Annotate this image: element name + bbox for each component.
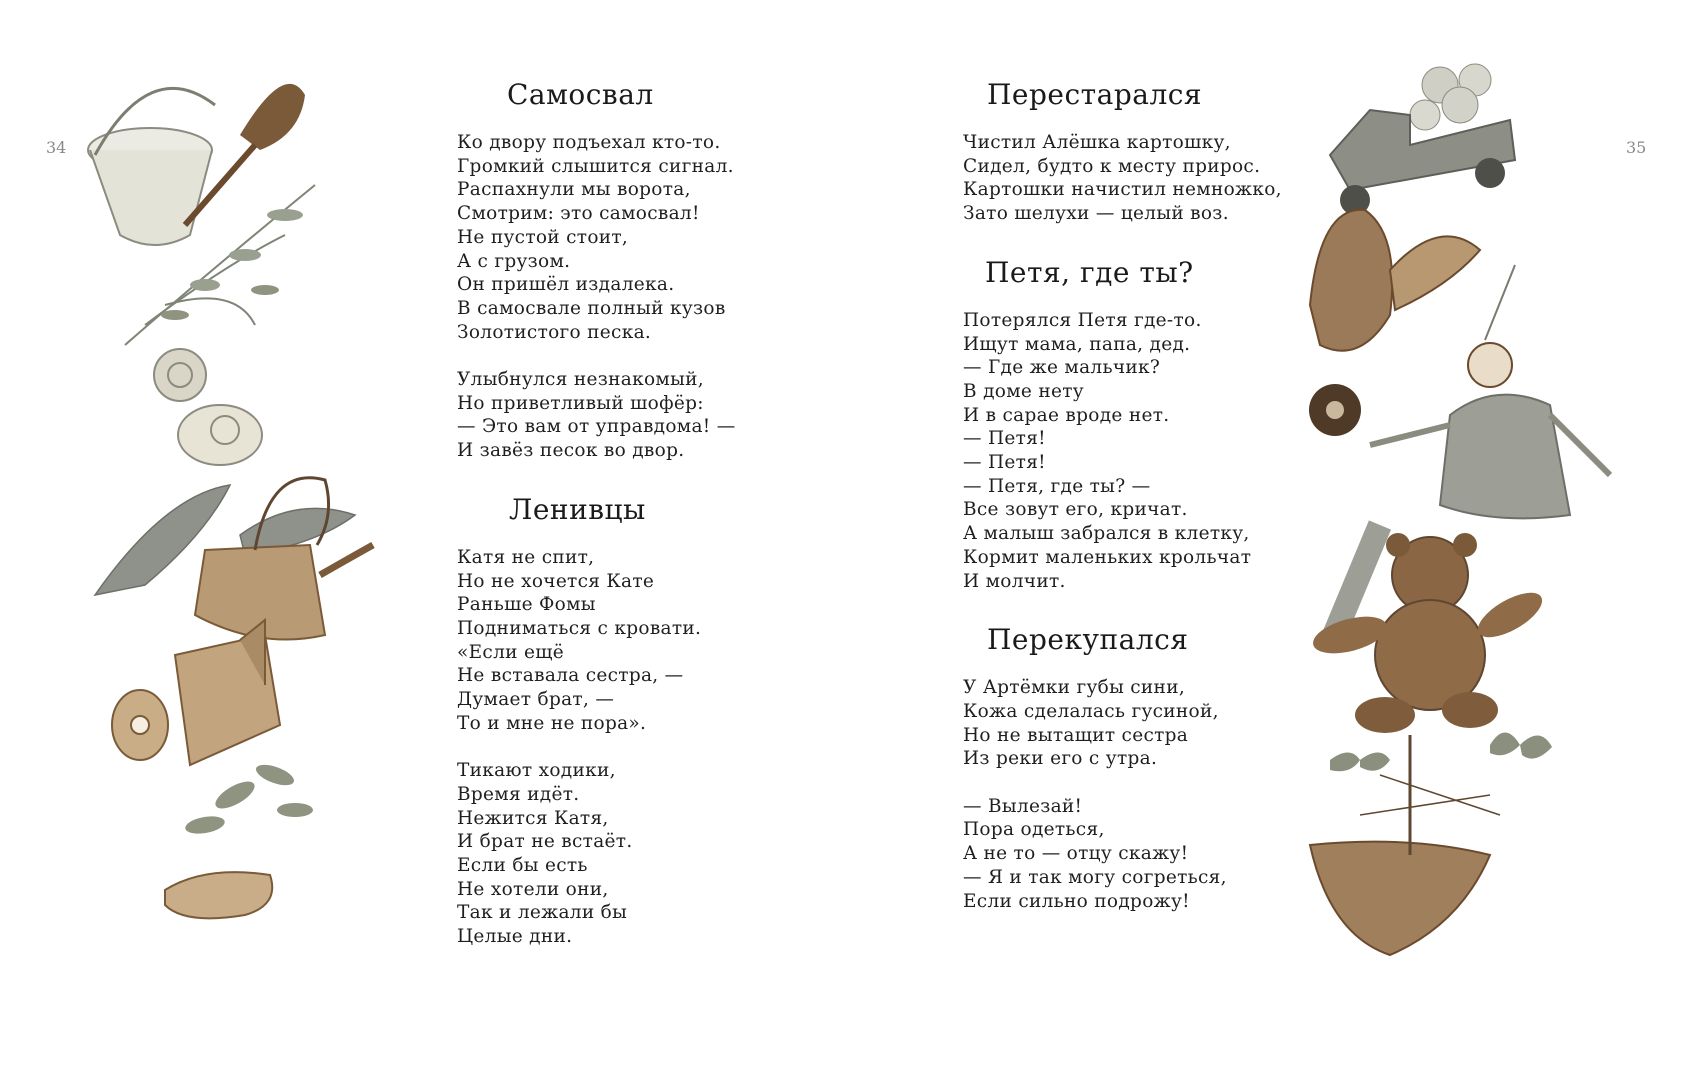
- poem-line: Картошки начистил немножко,: [963, 179, 1282, 201]
- poem-line: Золотистого песка.: [457, 321, 652, 343]
- poem-line: Громкий слышится сигнал.: [457, 155, 734, 177]
- leaves-illustration: [184, 761, 313, 837]
- poem-stanza: [963, 676, 1383, 771]
- bucket-illustration: [88, 88, 215, 245]
- poem-line: Все зовут его, кричат.: [963, 499, 1188, 521]
- poem-line: — Это вам от управдома! —: [457, 416, 736, 438]
- poem-stanza: [963, 131, 1383, 226]
- poem-line: Но приветливый шофёр:: [457, 392, 704, 414]
- poem-line: Тикают ходики,: [457, 760, 616, 782]
- poem-line: Зато шелухи — целый воз.: [963, 203, 1229, 225]
- poem-title: Петя, где ты?: [985, 255, 1194, 289]
- poem-line: — Где же мальчик?: [963, 357, 1161, 379]
- poem-line: Смотрим: это самосвал!: [457, 203, 700, 225]
- poem-line: Не пустой стоит,: [457, 226, 629, 248]
- poem-line: Не вставала сестра, —: [457, 665, 684, 687]
- poem-stanza: [457, 759, 877, 949]
- poem-samosval: [457, 78, 877, 463]
- poem-petya-gde-ty: [963, 256, 1383, 593]
- poem-line: Чистил Алёшка картошку,: [963, 132, 1231, 153]
- poem-line: Улыбнулся незнакомый,: [457, 369, 704, 391]
- poem-line: Но не хочется Кате: [457, 570, 655, 592]
- poem-line: — Я и так могу согреться,: [963, 866, 1227, 888]
- poem-line: Но не вытащит сестра: [963, 724, 1189, 746]
- poem-line: Думает брат, —: [457, 689, 615, 711]
- text-column-left: [457, 78, 877, 949]
- shell-illustration: [154, 349, 262, 465]
- poem-line: Нежится Катя,: [457, 807, 609, 829]
- poem-line: Подниматься с кровати.: [457, 617, 702, 639]
- poem-line: — Петя, где ты? —: [963, 475, 1151, 497]
- poem-line: Не хотели они,: [457, 878, 609, 900]
- poem-stanza: [457, 131, 877, 344]
- poem-line: А малыш забрался в клетку,: [963, 523, 1250, 545]
- poem-stanza: [457, 368, 877, 463]
- poem-line: В доме нету: [963, 380, 1084, 402]
- poem-line: Распахнули мы ворота,: [457, 179, 691, 201]
- poem-line: Он пришёл издалека.: [457, 274, 675, 296]
- poem-stanza: [457, 546, 877, 736]
- poem-line: И брат не встаёт.: [457, 831, 633, 853]
- poem-line: И в сарае вроде нет.: [963, 404, 1170, 426]
- poem-line: Ищут мама, папа, дед.: [963, 333, 1191, 355]
- page-number-right: 35: [1626, 138, 1647, 157]
- slipper-illustration: [165, 872, 272, 918]
- poem-line: Кормит маленьких крольчат: [963, 546, 1252, 568]
- poem-title: Перекупался: [987, 623, 1189, 657]
- text-column-right: [963, 78, 1383, 913]
- poem-line: Целые дни.: [457, 926, 573, 948]
- poem-line: Пора одеться,: [963, 819, 1105, 841]
- poem-line: — Петя!: [963, 452, 1046, 474]
- poem-line: Из реки его с утра.: [963, 748, 1158, 770]
- poem-line: — Петя!: [963, 428, 1046, 450]
- poem-line: Кожа сделалась гусиной,: [963, 700, 1219, 722]
- poem-lenivtsy: [457, 493, 877, 949]
- poem-line: В самосвале полный кузов: [457, 297, 726, 319]
- poem-line: Так и лежали бы: [457, 902, 628, 924]
- page-number-left: 34: [46, 138, 67, 157]
- poem-line: Потерялся Петя где-то.: [963, 309, 1202, 331]
- poem-perekupalsya: [963, 623, 1383, 913]
- poem-line: Время идёт.: [457, 783, 580, 805]
- poem-title: Самосвал: [507, 78, 654, 111]
- poem-line: Раньше Фомы: [457, 594, 596, 616]
- poem-line: И молчит.: [963, 570, 1066, 592]
- poem-title: Перестарался: [987, 78, 1203, 111]
- poem-line: А с грузом.: [457, 250, 571, 272]
- poem-line: — Вылезай!: [963, 795, 1083, 817]
- box-illustration: [112, 620, 280, 765]
- illustration-left-strip: [55, 75, 385, 1015]
- poem-line: Сидел, будто к месту прирос.: [963, 155, 1261, 177]
- poem-line: Если сильно подрожу!: [963, 890, 1190, 912]
- poem-line: То и мне не пора».: [457, 712, 647, 734]
- teapot-illustration: [195, 478, 373, 640]
- poem-line: Ко двору подъехал кто-то.: [457, 132, 721, 153]
- poem-perestaralsya: [963, 78, 1383, 226]
- poem-stanza: [963, 795, 1383, 914]
- poem-line: А не то — отцу скажу!: [963, 843, 1189, 865]
- poem-line: «Если ещё: [457, 641, 564, 663]
- poem-line: Катя не спит,: [457, 546, 595, 568]
- poem-line: И завёз песок во двор.: [457, 440, 685, 462]
- poem-stanza: [963, 309, 1383, 593]
- poem-title: Ленивцы: [509, 492, 646, 526]
- poem-line: У Артёмки губы сини,: [963, 677, 1186, 699]
- poem-line: Если бы есть: [457, 854, 588, 876]
